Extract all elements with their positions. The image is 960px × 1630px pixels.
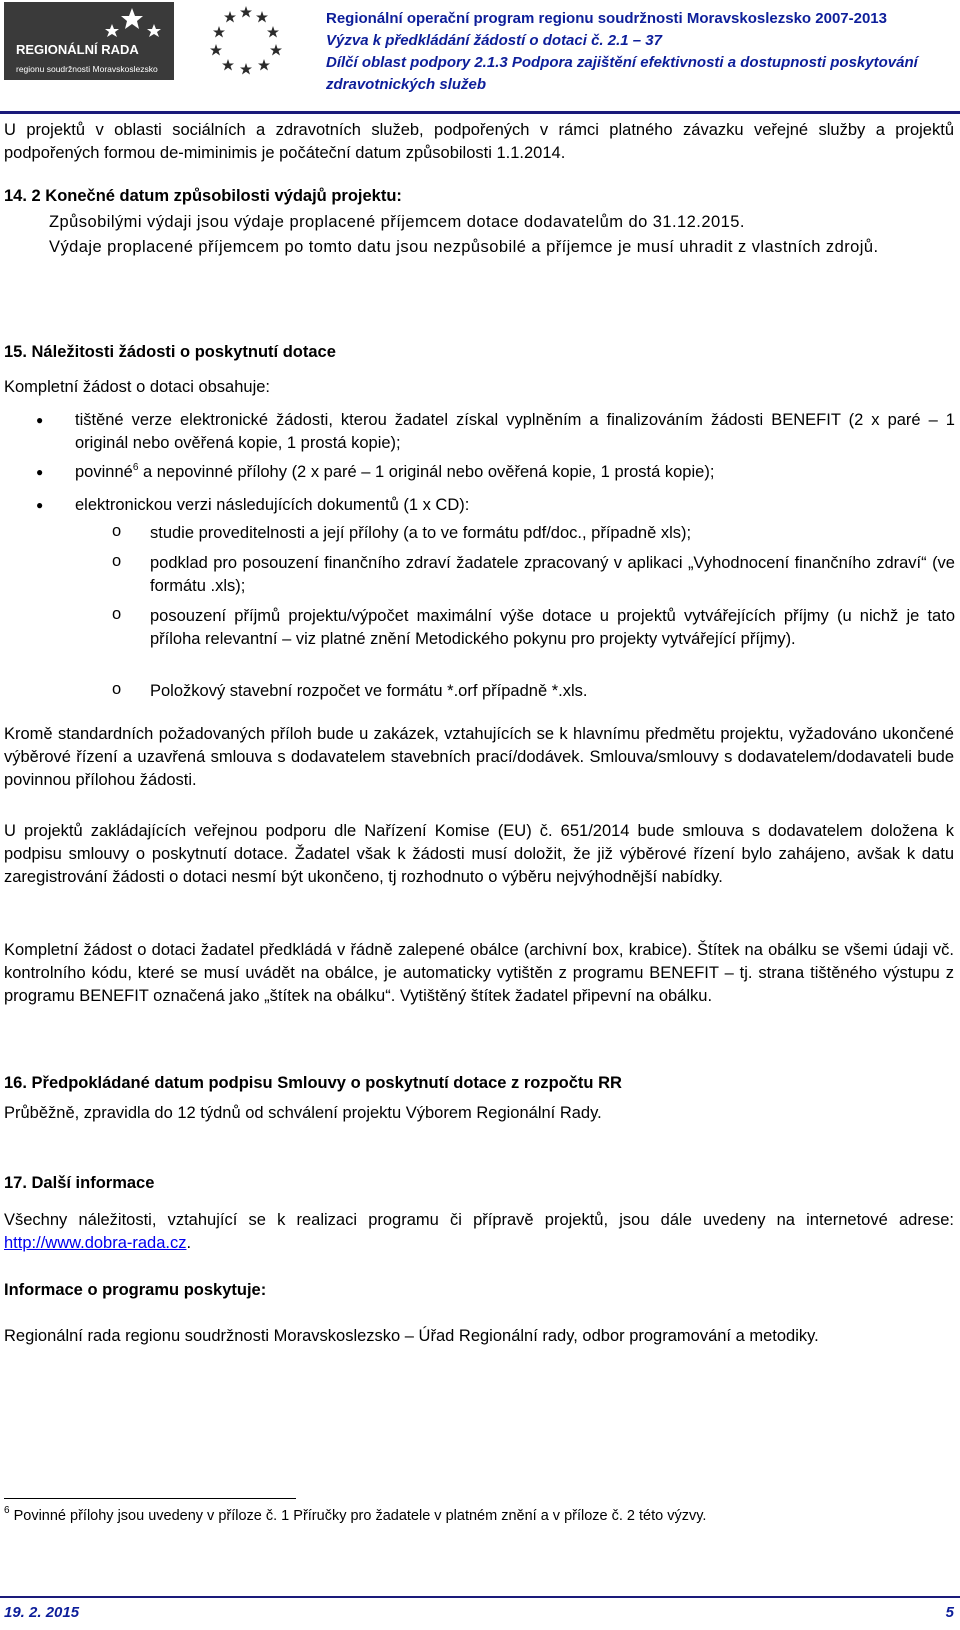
sub-item-text: posouzení příjmů projektu/výpočet maximální výše dotace u projektů vytvářejících příjmy (u nichž je tato příloha relevantní – viz platné znění Metodického pokynu pro projekty vytvářející příjmy). — [150, 607, 955, 648]
sub-item-text: studie proveditelnosti a její přílohy (a to ve formátu pdf/doc., případně xls); — [150, 524, 692, 542]
header-divider — [0, 111, 960, 114]
section-16-title: 16. Předpokládané datum podpisu Smlouvy o poskytnutí dotace z rozpočtu RR — [4, 1074, 622, 1092]
regionalni-rada-logo — [4, 2, 174, 80]
section-14-line1: Způsobilými výdaji jsou výdaje proplacené příjemcem dotace dodavatelům do 31.12.2015. — [49, 213, 745, 231]
circle-bullet-icon: o — [112, 605, 122, 623]
intro-paragraph: U projektů v oblasti sociálních a zdravotních služeb, podpořených v rámci platného závazku veřejné služby a projektů podpořených formou de-miminimis je počáteční datum způsobilosti 1.1.2014. — [4, 121, 954, 162]
circle-bullet-icon: o — [112, 552, 122, 570]
section-15-lead: Kompletní žádost o dotaci obsahuje: — [4, 378, 271, 396]
footnote-number: 6 — [4, 1505, 10, 1516]
footnote-text: Povinné přílohy jsou uvedeny v příloze č. 1 Příručky pro žadatele v platném znění a v příloze č. 2 této výzvy. — [9, 1508, 707, 1524]
section-17-text: Všechny náležitosti, vztahující se k realizaci programu či přípravě projektů, jsou dále uvedeny na internetové adrese: http://www.dobra-rada.cz. — [4, 1211, 954, 1252]
logo-title: REGIONÁLNÍ RADA — [16, 42, 139, 57]
sub-item-text: Položkový stavební rozpočet ve formátu *.orf případně *.xls. — [150, 682, 588, 700]
bullet-icon: ● — [36, 498, 44, 512]
info-title: Informace o programu poskytuje: — [4, 1281, 267, 1299]
section-17-title: 17. Další informace — [4, 1174, 155, 1192]
header-text — [326, 8, 956, 96]
section-15-para-1: Kromě standardních požadovaných příloh bude u zakázek, vztahujících se k hlavnímu předmětu projektu, vyžadováno ukončené výběrové řízení a uzavřená smlouva s dodavatelem stavebních prací/dodávek. Smlouva/smlouvy s dodavatelem/dodavateli bude povinnou přílohou žádosti. — [4, 725, 954, 789]
section-14-line2: Výdaje proplacené příjemcem po tomto datu jsou nezpůsobilé a příjemce je musí uhradit z vlastních zdrojů. — [49, 238, 879, 256]
bullet-text: elektronickou verzi následujících dokumentů (1 x CD): — [75, 496, 470, 514]
website-link[interactable]: http://www.dobra-rada.cz — [4, 1234, 187, 1252]
header-area-cont: zdravotnických služeb — [326, 76, 487, 93]
page-footer — [4, 1604, 954, 1621]
header-program: Regionální operační program regionu soudržnosti Moravskoslezsko 2007-2013 — [326, 10, 887, 27]
section-16-text: Průběžně, zpravidla do 12 týdnů od schválení projektu Výborem Regionální Rady. — [4, 1104, 602, 1122]
footer-date: 19. 2. 2015 — [4, 1604, 80, 1621]
circle-bullet-icon: o — [112, 680, 122, 698]
info-text: Regionální rada regionu soudržnosti Moravskoslezsko – Úřad Regionální rady, odbor programování a metodiky. — [4, 1327, 819, 1345]
footnote-divider — [4, 1498, 296, 1499]
header-call: Výzva k předkládání žádostí o dotaci č. 2.1 – 37 — [326, 32, 662, 49]
bullet-icon: ● — [36, 413, 44, 427]
bullet-text: povinné$^6$ a nepovinné přílohy (2 x paré – 1 originál nebo ověřená kopie, 1 prostá kopie); — [75, 462, 715, 481]
sub-item-text: podklad pro posouzení finančního zdraví žadatele zpracovaný v aplikaci „Vyhodnocení finančního zdraví“ (ve formátu .xls); — [150, 554, 955, 595]
footer-divider — [0, 1596, 960, 1598]
page-number: 5 — [945, 1604, 954, 1621]
logo-subtitle: regionu soudržnosti Moravskoslezsko — [16, 64, 158, 74]
section-15-para-2: U projektů zakládajících veřejnou podporu dle Nařízení Komise (EU) č. 651/2014 bude smlouva s dodavatelem doložena k podpisu smlouvy o poskytnutí dotace. Žadatel však k žádosti musí doložit, že již výběrové řízení bylo zahájeno, avšak k datu zaregistrování žádosti o dotaci nesmí být ukončeno, tj rozhodnuto o výběru nejvýhodnější nabídky. — [4, 822, 954, 886]
section-14-title: 14. 2 Konečné datum způsobilosti výdajů projektu: — [4, 187, 402, 205]
footnote — [4, 1506, 954, 1526]
section-15-title: 15. Náležitosti žádosti o poskytnutí dotace — [4, 343, 336, 361]
circle-bullet-icon: o — [112, 522, 122, 540]
header-area: Dílčí oblast podpory 2.1.3 Podpora zajištění efektivnosti a dostupnosti poskytování — [326, 54, 918, 71]
page-header — [0, 0, 960, 106]
section-15-para-3: Kompletní žádost o dotaci žadatel předkládá v řádně zalepené obálce (archivní box, krabice). Štítek na obálku se všemi údaji vč. kontrolního kódu, které se musí uvádět na obálce, je automaticky vytištěn z programu BENEFIT – tj. strana tištěného výstupu z programu BENEFIT označená jako „štítek na obálku“. Vytištěný štítek žadatel připevní na obálku. — [4, 941, 954, 1005]
bullet-text: tištěné verze elektronické žádosti, kterou žadatel získal vyplněním a finalizováním žádosti BENEFIT (2 x paré – 1 originál nebo ověřená kopie, 1 prostá kopie); — [75, 411, 955, 452]
bullet-icon: ● — [36, 465, 44, 479]
eu-stars-logo — [204, 2, 288, 78]
footnote-ref[interactable]: 6 — [132, 462, 139, 473]
